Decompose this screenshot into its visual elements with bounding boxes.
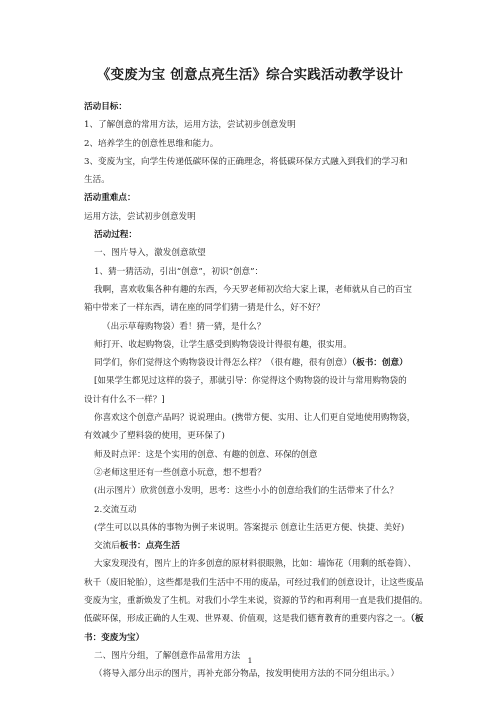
paragraph-line: 生活。 [84,175,110,186]
paragraph-line: 我啊，喜欢收集各种有趣的东西，今天罗老师初次给大家上课，老师就从自己的百宝 [94,284,412,295]
paragraph-line: ②老师这里还有一些创意小玩意，想不想看？ [94,467,266,478]
paragraph-line: (出示图片）欣赏创意小发明，思考：这些小小的创意给我们的生活带来了什么？ [94,486,399,497]
paragraph-line: 变废为宝，重新焕发了生机。对我们小学生来说，资源的节约和再利用一直是我们提倡的。 [84,596,428,607]
paragraph-line: 一、图片导入，激发创意欲望 [94,248,206,259]
paragraph-line: （将导入部分出示的图片，再补充部分物品，按发明使用方法的不同分组出示。） [94,669,400,680]
paragraph-line: 1、猜一猜活动，引出“创意”，初识“创意”： [94,266,264,277]
paragraph-text: 低碳环保，形成正确的人生观、世界观、价值观，这是我们德育教育的重要内容之一。 [84,614,411,625]
paragraph-line: （出示草莓购物袋）看！猜一猜，是什么？ [102,321,266,332]
paragraph-line: 有效减少了塑料袋的使用，更环保了) [84,431,225,442]
paragraph-line [84,537,436,555]
paragraph-line [84,610,436,628]
board-note: 书：变废为宝） [84,632,145,643]
paragraph-line: 大家发现没有，图片上的许多创意的原材料很眼熟，比如：墙饰花（用剩的纸卷筒）、 [94,559,417,570]
paragraph-line: 师打开、收起购物袋，让学生感受到购物袋设计得很有趣，很实用。 [94,339,352,350]
section-heading-goals: 活动目标： [84,102,127,112]
document-body [84,98,436,684]
paragraph-line: 2、培养学生的创意性思维和能力。 [84,138,219,149]
paragraph-line: 师及时点评：这是个实用的创意、有趣的创意、环保的创意 [94,449,318,460]
paragraph-line: (学生可以以具体的事物为例子来说明。答案提示 创意让生活更方便、快捷、美好) [94,522,405,533]
document-title: 《变废为宝 创意点亮生活》综合实践活动教学设计 [96,67,404,83]
board-note: 板书：点亮生活 [119,541,180,552]
paragraph-line: 你喜欢这个创意产品吗？说说理由。(携带方便、实用、让人们更自觉地使用购物袋， [94,413,416,424]
board-note: （板书：创意） [351,358,408,369]
paragraph-line: 箱中带来了一样东西，请在座的同学们猜一猜是什么，好不好？ [84,303,325,314]
paragraph-line: 运用方法，尝试初步创意发明 [84,211,196,222]
page-number: 1 [247,656,253,665]
section-heading-key-points: 活动重难点： [84,193,136,204]
paragraph-line: 秋千（废旧轮胎），这些都是我们生活中不用的废品，可经过我们的创意设计，让这些废品 [84,577,424,588]
paragraph-line: 1、了解创意的常用方法，运用方法，尝试初步创意发明 [84,120,296,131]
paragraph-text: 同学们，你们觉得这个购物袋设计得怎么样？（很有趣，很有创意） [94,358,352,369]
paragraph-line: 2.交流互动 [94,504,137,515]
paragraph-line [84,354,436,372]
paragraph-line: 3、变废为宝，向学生传递低碳环保的正确理念，将低碳环保方式融入到我们的学习和 [84,156,408,167]
paragraph-text: 交流后 [94,541,120,552]
board-note: （板 [410,614,424,625]
paragraph-line: 二、图片分组，了解创意作品常用方法 [94,650,241,661]
section-heading-process: 活动过程： [94,230,137,241]
paragraph-line: 设计有什么不一样？] [84,394,165,405]
paragraph-line: [如果学生都见过这样的袋子，那就引导：你觉得这个购物袋的设计与常用购物袋的 [94,376,407,387]
